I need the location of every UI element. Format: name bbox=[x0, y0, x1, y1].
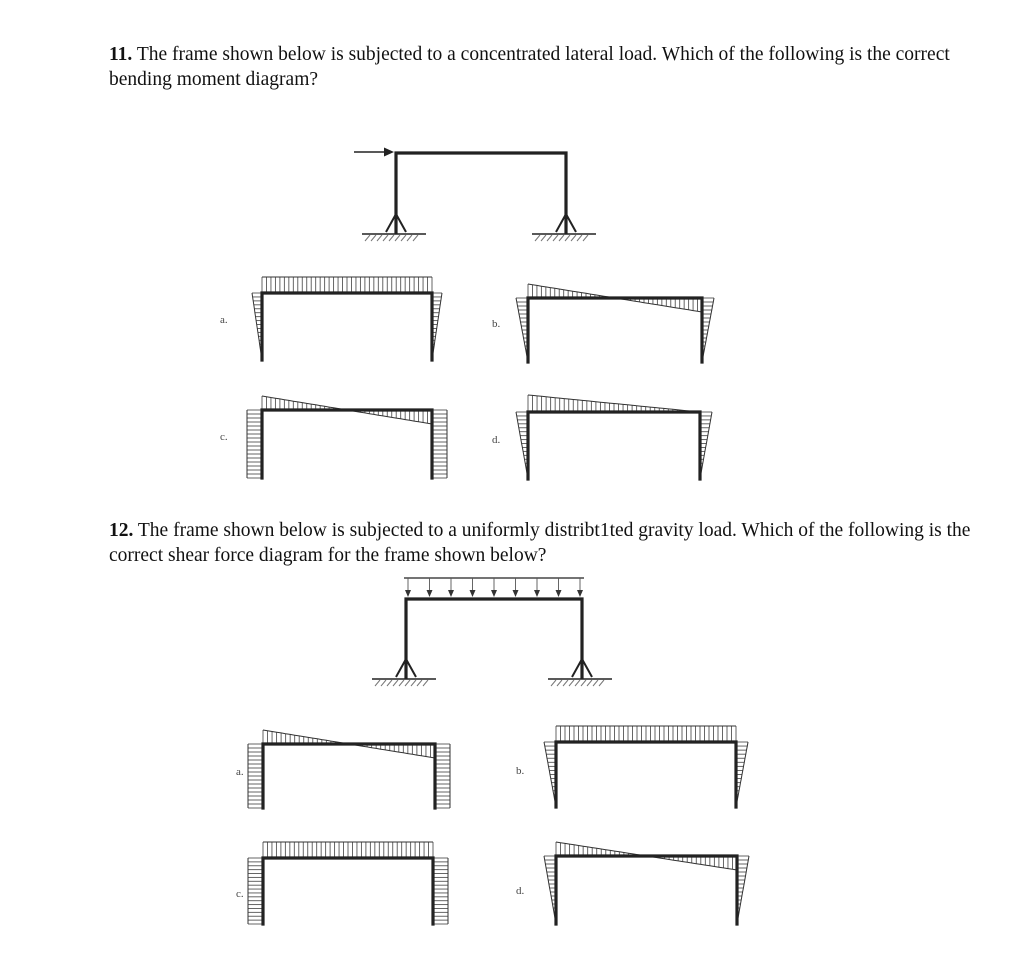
question-11-number: 11. bbox=[109, 44, 133, 65]
q12-loaded-frame bbox=[372, 578, 612, 686]
q12-option-d-diagram[interactable] bbox=[544, 842, 749, 924]
q12-option-a-label[interactable]: a. bbox=[236, 766, 244, 778]
pin-support-icon bbox=[362, 214, 426, 241]
q11-option-c-label[interactable]: c. bbox=[220, 431, 228, 443]
pin-support-icon bbox=[532, 214, 596, 241]
q12-option-c-label[interactable]: c. bbox=[236, 888, 244, 900]
pin-support-icon bbox=[548, 659, 612, 686]
distributed-load-arrow-down-icon bbox=[404, 578, 584, 597]
q11-option-a-label[interactable]: a. bbox=[220, 314, 228, 326]
lateral-load-arrow-icon bbox=[354, 148, 394, 157]
q12-option-d-label[interactable]: d. bbox=[516, 885, 525, 897]
q12-option-a-diagram[interactable] bbox=[248, 730, 450, 808]
question-12-figures bbox=[0, 520, 1024, 950]
q11-option-b-label[interactable]: b. bbox=[492, 318, 501, 330]
q11-option-d-diagram[interactable] bbox=[516, 395, 712, 479]
q11-option-a-diagram[interactable] bbox=[252, 277, 442, 360]
q11-loaded-frame bbox=[354, 148, 596, 242]
q11-option-b-diagram[interactable] bbox=[516, 284, 714, 362]
pin-support-icon bbox=[372, 659, 436, 686]
question-11-text: The frame shown below is subjected to a concentrated lateral load. Which of the following is the correct bending moment diagram? bbox=[109, 44, 950, 90]
q11-option-c-diagram[interactable] bbox=[247, 396, 447, 478]
q12-option-b-label[interactable]: b. bbox=[516, 765, 525, 777]
q12-option-c-diagram[interactable] bbox=[248, 842, 448, 924]
q12-option-b-diagram[interactable] bbox=[544, 726, 748, 807]
question-12-text: The frame shown below is subjected to a uniformly distribt1ted gravity load. Which of the following is the correct shear force diagram for the frame shown below? bbox=[109, 520, 971, 566]
q11-option-d-label[interactable]: d. bbox=[492, 434, 501, 446]
question-12-number: 12. bbox=[109, 520, 134, 541]
